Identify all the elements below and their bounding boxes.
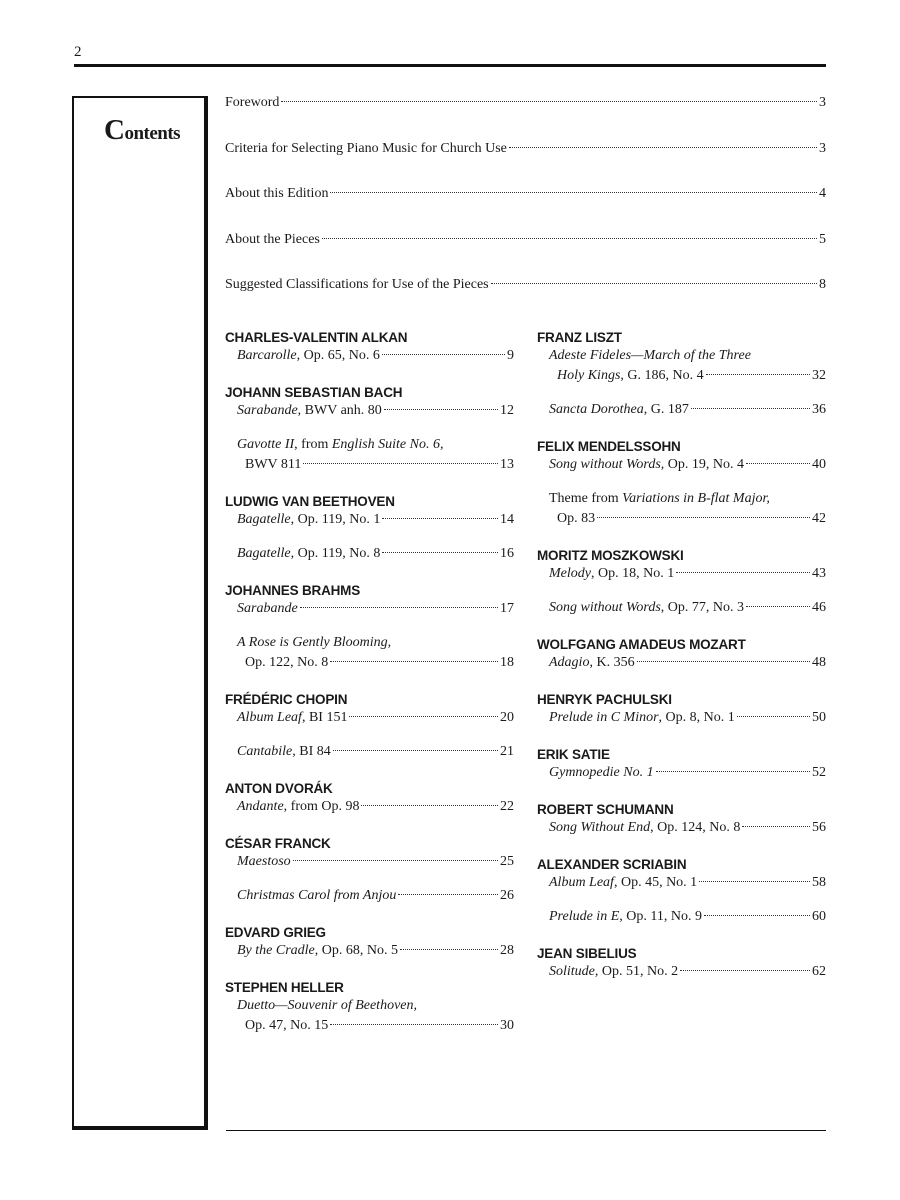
piece-entry[interactable] bbox=[537, 763, 826, 783]
composer-name: ERIK SATIE bbox=[537, 747, 610, 762]
piece-title: Adagio bbox=[549, 655, 590, 670]
piece-label bbox=[237, 797, 359, 817]
dot-leader bbox=[382, 552, 498, 553]
piece-title: Song Without End bbox=[549, 820, 651, 835]
composer-entry bbox=[225, 691, 514, 762]
piece-opus: , G. 186, No. 4 bbox=[620, 368, 704, 383]
front-matter-page: 4 bbox=[819, 186, 826, 201]
piece-entry[interactable] bbox=[225, 599, 514, 619]
piece-row bbox=[537, 873, 826, 893]
piece-label bbox=[237, 510, 380, 530]
piece-page: 9 bbox=[507, 348, 514, 363]
piece-page: 28 bbox=[500, 943, 514, 958]
dot-leader bbox=[676, 572, 810, 573]
piece-title: Theme from bbox=[549, 491, 623, 506]
composer-name: FRÉDÉRIC CHOPIN bbox=[225, 692, 348, 707]
dot-leader bbox=[384, 409, 498, 410]
composer-entry bbox=[537, 945, 826, 982]
dot-leader bbox=[382, 354, 505, 355]
piece-label bbox=[245, 653, 328, 673]
dot-leader bbox=[281, 101, 817, 102]
piece-label bbox=[549, 708, 735, 728]
piece-page: 14 bbox=[500, 512, 514, 527]
piece-opus: , from Op. 98 bbox=[283, 799, 360, 814]
left-column bbox=[225, 329, 514, 1054]
piece-entry[interactable] bbox=[225, 346, 514, 366]
dot-leader bbox=[706, 374, 810, 375]
dot-leader bbox=[699, 881, 810, 882]
composer-name: CHARLES-VALENTIN ALKAN bbox=[225, 330, 408, 345]
composer-entry bbox=[225, 384, 514, 475]
piece-entry[interactable] bbox=[225, 401, 514, 421]
composer-name: JEAN SIBELIUS bbox=[537, 946, 637, 961]
composer-name: STEPHEN HELLER bbox=[225, 980, 344, 995]
piece-page: 20 bbox=[500, 710, 514, 725]
piece-title: Gavotte II bbox=[237, 437, 295, 452]
piece-opus: , Op. 8, No. 1 bbox=[658, 710, 735, 725]
piece-row bbox=[225, 346, 514, 366]
front-matter-page: 5 bbox=[819, 231, 826, 247]
dot-leader bbox=[330, 192, 817, 193]
composer-name: JOHANNES BRAHMS bbox=[225, 583, 361, 598]
piece-title: Holy Kings bbox=[557, 368, 621, 383]
front-matter-title: About the Pieces bbox=[225, 231, 320, 247]
composer-entry bbox=[225, 979, 514, 1036]
front-matter-page: 3 bbox=[819, 95, 826, 110]
composer-name: EDVARD GRIEG bbox=[225, 925, 326, 940]
piece-opus: , Op. 11, No. 9 bbox=[619, 909, 702, 924]
piece-title: Bagatelle bbox=[237, 546, 291, 561]
piece-opus: , BI 151 bbox=[301, 710, 348, 725]
piece-page: 52 bbox=[812, 765, 826, 780]
piece-label bbox=[237, 941, 398, 961]
piece-page: 60 bbox=[812, 909, 826, 924]
piece-row bbox=[537, 653, 826, 673]
piece-row bbox=[537, 763, 826, 783]
piece-row bbox=[537, 509, 826, 529]
piece-page: 32 bbox=[812, 368, 826, 383]
piece-title: Melody bbox=[549, 566, 591, 581]
piece-entry[interactable] bbox=[225, 435, 514, 475]
piece-label bbox=[549, 598, 744, 618]
front-matter-item[interactable] bbox=[225, 186, 826, 204]
piece-title: Album Leaf bbox=[237, 710, 302, 725]
front-matter-title: Suggested Classifications for Use of the Pieces bbox=[225, 277, 489, 292]
piece-page: 36 bbox=[812, 402, 826, 417]
piece-title: Bagatelle bbox=[237, 512, 291, 527]
piece-page: 26 bbox=[500, 888, 514, 903]
piece-opus: Op. 47, No. 15 bbox=[245, 1018, 329, 1033]
piece-row bbox=[225, 886, 514, 906]
dot-leader bbox=[293, 860, 498, 861]
piece-entry[interactable] bbox=[537, 346, 826, 386]
piece-entry[interactable] bbox=[225, 633, 514, 673]
front-matter-page: 3 bbox=[819, 140, 826, 156]
front-matter-item[interactable] bbox=[225, 277, 826, 295]
piece-row bbox=[537, 455, 826, 475]
composer-entry bbox=[537, 856, 826, 927]
composer-entry bbox=[537, 746, 826, 783]
contents-title bbox=[104, 114, 180, 147]
piece-label bbox=[237, 599, 298, 619]
dot-leader bbox=[637, 661, 810, 662]
composer-entry bbox=[537, 329, 826, 420]
contents-title-initial: C bbox=[104, 114, 125, 146]
front-matter-title: Foreword bbox=[225, 95, 280, 110]
piece-page: 16 bbox=[500, 546, 514, 561]
piece-page: 25 bbox=[500, 854, 514, 869]
piece-opus: , Op. 45, No. 1 bbox=[613, 875, 698, 890]
piece-entry[interactable] bbox=[225, 886, 514, 906]
dot-leader bbox=[303, 463, 498, 464]
piece-opus: , Op. 51, No. 2 bbox=[594, 964, 679, 979]
piece-title: A Rose is Gently Blooming, bbox=[237, 635, 392, 650]
composer-name: WOLFGANG AMADEUS MOZART bbox=[537, 637, 746, 652]
front-matter-list bbox=[225, 95, 826, 323]
piece-entry[interactable] bbox=[225, 941, 514, 961]
bottom-rule bbox=[226, 1130, 826, 1131]
piece-page: 56 bbox=[812, 820, 826, 835]
piece-page: 48 bbox=[812, 655, 826, 670]
piece-page: 17 bbox=[500, 601, 514, 616]
piece-title: Song without Words bbox=[549, 457, 661, 472]
composer-entry bbox=[537, 801, 826, 838]
piece-entry[interactable] bbox=[225, 797, 514, 817]
piece-title: Andante bbox=[237, 799, 284, 814]
piece-row bbox=[225, 941, 514, 961]
dot-leader bbox=[742, 826, 810, 827]
piece-row bbox=[225, 708, 514, 728]
composer-entry bbox=[225, 582, 514, 673]
piece-entry[interactable] bbox=[537, 400, 826, 420]
piece-entry[interactable] bbox=[225, 708, 514, 728]
piece-opus: BWV 811 bbox=[245, 457, 302, 472]
dot-leader bbox=[491, 283, 817, 284]
piece-page: 50 bbox=[812, 710, 826, 725]
composer-name: FRANZ LISZT bbox=[537, 330, 622, 345]
piece-title-line bbox=[225, 996, 514, 1016]
piece-opus: , Op. 68, No. 5 bbox=[314, 943, 398, 958]
piece-entry[interactable] bbox=[537, 962, 826, 982]
piece-row bbox=[225, 1016, 514, 1036]
piece-row bbox=[537, 708, 826, 728]
dot-leader bbox=[330, 1024, 498, 1025]
composer-entry bbox=[225, 780, 514, 817]
piece-row bbox=[537, 907, 826, 927]
piece-title: Sancta Dorothea bbox=[549, 402, 644, 417]
dot-leader bbox=[400, 949, 498, 950]
composer-name: ANTON DVORÁK bbox=[225, 781, 333, 796]
piece-title: Sarabande bbox=[237, 601, 298, 616]
piece-entry[interactable] bbox=[537, 653, 826, 673]
piece-label bbox=[237, 852, 291, 872]
piece-label bbox=[549, 400, 689, 420]
piece-page: 22 bbox=[500, 799, 514, 814]
piece-title: Barcarolle bbox=[237, 348, 297, 363]
piece-opus: , G. 187 bbox=[643, 402, 689, 417]
piece-label bbox=[237, 544, 380, 564]
piece-title-line bbox=[537, 489, 826, 509]
piece-label bbox=[549, 564, 674, 584]
composer-name: CÉSAR FRANCK bbox=[225, 836, 331, 851]
piece-title: Prelude in C Minor bbox=[549, 710, 659, 725]
piece-row bbox=[537, 818, 826, 838]
piece-page: 42 bbox=[812, 511, 826, 526]
piece-page: 13 bbox=[500, 457, 514, 472]
piece-entry[interactable] bbox=[537, 907, 826, 927]
piece-row bbox=[225, 401, 514, 421]
piece-opus: , Op. 19, No. 4 bbox=[660, 457, 744, 472]
piece-opus: , K. 356 bbox=[589, 655, 635, 670]
piece-page: 58 bbox=[812, 875, 826, 890]
piece-entry[interactable] bbox=[537, 818, 826, 838]
piece-entry[interactable] bbox=[537, 489, 826, 529]
piece-row bbox=[225, 510, 514, 530]
piece-row bbox=[537, 366, 826, 386]
composer-name: JOHANN SEBASTIAN BACH bbox=[225, 385, 403, 400]
dot-leader bbox=[746, 463, 810, 464]
right-column bbox=[537, 329, 826, 1000]
piece-row bbox=[225, 653, 514, 673]
piece-label bbox=[549, 763, 654, 783]
piece-row bbox=[537, 962, 826, 982]
piece-entry[interactable] bbox=[225, 742, 514, 762]
dot-leader bbox=[382, 518, 498, 519]
composer-name: ROBERT SCHUMANN bbox=[537, 802, 674, 817]
piece-title: Duetto—Souvenir of Beethoven, bbox=[237, 998, 418, 1013]
dot-leader bbox=[704, 915, 810, 916]
piece-row bbox=[225, 852, 514, 872]
composer-entry bbox=[225, 493, 514, 564]
piece-opus: Op. 122, No. 8 bbox=[245, 655, 329, 670]
front-matter-item[interactable] bbox=[225, 95, 826, 113]
piece-label bbox=[549, 962, 678, 982]
piece-label bbox=[237, 742, 331, 762]
piece-page: 46 bbox=[812, 600, 826, 615]
piece-page: 43 bbox=[812, 566, 826, 581]
piece-page: 18 bbox=[500, 655, 514, 670]
composer-entry bbox=[225, 924, 514, 961]
piece-title: Gymnopedie No. 1 bbox=[549, 765, 654, 780]
piece-title: Solitude bbox=[549, 964, 595, 979]
piece-label bbox=[557, 366, 704, 386]
piece-page: 30 bbox=[500, 1018, 514, 1033]
piece-entry[interactable] bbox=[225, 996, 514, 1036]
composer-entry bbox=[537, 438, 826, 529]
piece-page: 12 bbox=[500, 403, 514, 418]
piece-label bbox=[237, 401, 382, 421]
piece-page: 62 bbox=[812, 964, 826, 979]
dot-leader bbox=[737, 716, 810, 717]
piece-row bbox=[225, 797, 514, 817]
dot-leader bbox=[349, 716, 498, 717]
piece-row bbox=[537, 598, 826, 618]
piece-label bbox=[237, 708, 347, 728]
piece-opus: , Op. 18, No. 1 bbox=[590, 566, 675, 581]
dot-leader bbox=[656, 771, 810, 772]
composer-name: HENRYK PACHULSKI bbox=[537, 692, 672, 707]
piece-title-line bbox=[225, 435, 514, 455]
piece-opus: , Op. 77, No. 3 bbox=[660, 600, 744, 615]
composer-name: FELIX MENDELSSOHN bbox=[537, 439, 681, 454]
composer-name: ALEXANDER SCRIABIN bbox=[537, 857, 687, 872]
piece-opus: , BI 84 bbox=[292, 744, 331, 759]
piece-entry[interactable] bbox=[537, 598, 826, 618]
dot-leader bbox=[509, 147, 817, 148]
dot-leader bbox=[691, 408, 810, 409]
piece-subtitle: English Suite No. 6, bbox=[331, 437, 444, 452]
dot-leader bbox=[333, 750, 498, 751]
piece-title: Cantabile bbox=[237, 744, 293, 759]
piece-entry[interactable] bbox=[225, 852, 514, 872]
piece-entry[interactable] bbox=[537, 873, 826, 893]
contents-box bbox=[72, 96, 208, 1130]
piece-opus: , BWV anh. 80 bbox=[297, 403, 382, 418]
piece-opus: , Op. 119, No. 1 bbox=[290, 512, 381, 527]
dot-leader bbox=[398, 894, 498, 895]
piece-row bbox=[225, 544, 514, 564]
composer-name: LUDWIG VAN BEETHOVEN bbox=[225, 494, 395, 509]
dot-leader bbox=[680, 970, 810, 971]
piece-label bbox=[549, 818, 740, 838]
composer-entry bbox=[225, 835, 514, 906]
dot-leader bbox=[361, 805, 498, 806]
piece-label bbox=[549, 653, 635, 673]
piece-entry[interactable] bbox=[225, 510, 514, 530]
composer-entry bbox=[537, 691, 826, 728]
dot-leader bbox=[746, 606, 810, 607]
dot-leader bbox=[322, 238, 817, 239]
piece-label bbox=[245, 1016, 328, 1036]
piece-label bbox=[557, 509, 595, 529]
piece-title-line bbox=[537, 346, 826, 366]
piece-connector: , from bbox=[294, 437, 332, 452]
top-rule bbox=[74, 64, 826, 67]
contents-title-rest: ontents bbox=[124, 123, 181, 144]
composer-entry bbox=[537, 547, 826, 618]
piece-row bbox=[225, 742, 514, 762]
piece-label bbox=[245, 455, 301, 475]
piece-page: 40 bbox=[812, 457, 826, 472]
composer-name: MORITZ MOSZKOWSKI bbox=[537, 548, 684, 563]
piece-title: Album Leaf bbox=[549, 875, 614, 890]
piece-entry[interactable] bbox=[225, 544, 514, 564]
dot-leader bbox=[300, 607, 498, 608]
piece-label bbox=[549, 455, 744, 475]
front-matter-item[interactable] bbox=[225, 232, 826, 250]
piece-opus: , Op. 124, No. 8 bbox=[650, 820, 741, 835]
front-matter-title: Criteria for Selecting Piano Music for Church Use bbox=[225, 140, 507, 156]
front-matter-item[interactable] bbox=[225, 141, 826, 159]
composer-entry bbox=[537, 636, 826, 673]
piece-entry[interactable] bbox=[537, 455, 826, 475]
piece-title: Maestoso bbox=[237, 854, 291, 869]
dot-leader bbox=[330, 661, 498, 662]
piece-entry[interactable] bbox=[537, 564, 826, 584]
front-matter-title: About this Edition bbox=[225, 186, 329, 201]
piece-row bbox=[537, 400, 826, 420]
piece-title: By the Cradle bbox=[237, 943, 315, 958]
piece-subtitle: Variations in B-flat Major, bbox=[622, 491, 770, 506]
piece-page: 21 bbox=[500, 744, 514, 759]
piece-title: Christmas Carol from Anjou bbox=[237, 888, 397, 903]
piece-label bbox=[549, 907, 702, 927]
piece-title: Sarabande bbox=[237, 403, 298, 418]
piece-label bbox=[237, 886, 396, 906]
piece-title: Song without Words bbox=[549, 600, 661, 615]
piece-opus: , Op. 65, No. 6 bbox=[296, 348, 380, 363]
piece-label bbox=[237, 346, 380, 366]
piece-opus: Op. 83 bbox=[557, 511, 596, 526]
piece-title: Prelude in E bbox=[549, 909, 620, 924]
dot-leader bbox=[597, 517, 810, 518]
front-matter-page: 8 bbox=[819, 277, 826, 292]
piece-entry[interactable] bbox=[537, 708, 826, 728]
piece-title: Adeste Fideles—March of the Three bbox=[549, 348, 751, 363]
page-number: 2 bbox=[74, 44, 82, 60]
piece-title-line bbox=[225, 633, 514, 653]
composer-entry bbox=[225, 329, 514, 366]
piece-opus: , Op. 119, No. 8 bbox=[290, 546, 381, 561]
piece-row bbox=[537, 564, 826, 584]
piece-row bbox=[225, 455, 514, 475]
piece-label bbox=[549, 873, 697, 893]
piece-row bbox=[225, 599, 514, 619]
